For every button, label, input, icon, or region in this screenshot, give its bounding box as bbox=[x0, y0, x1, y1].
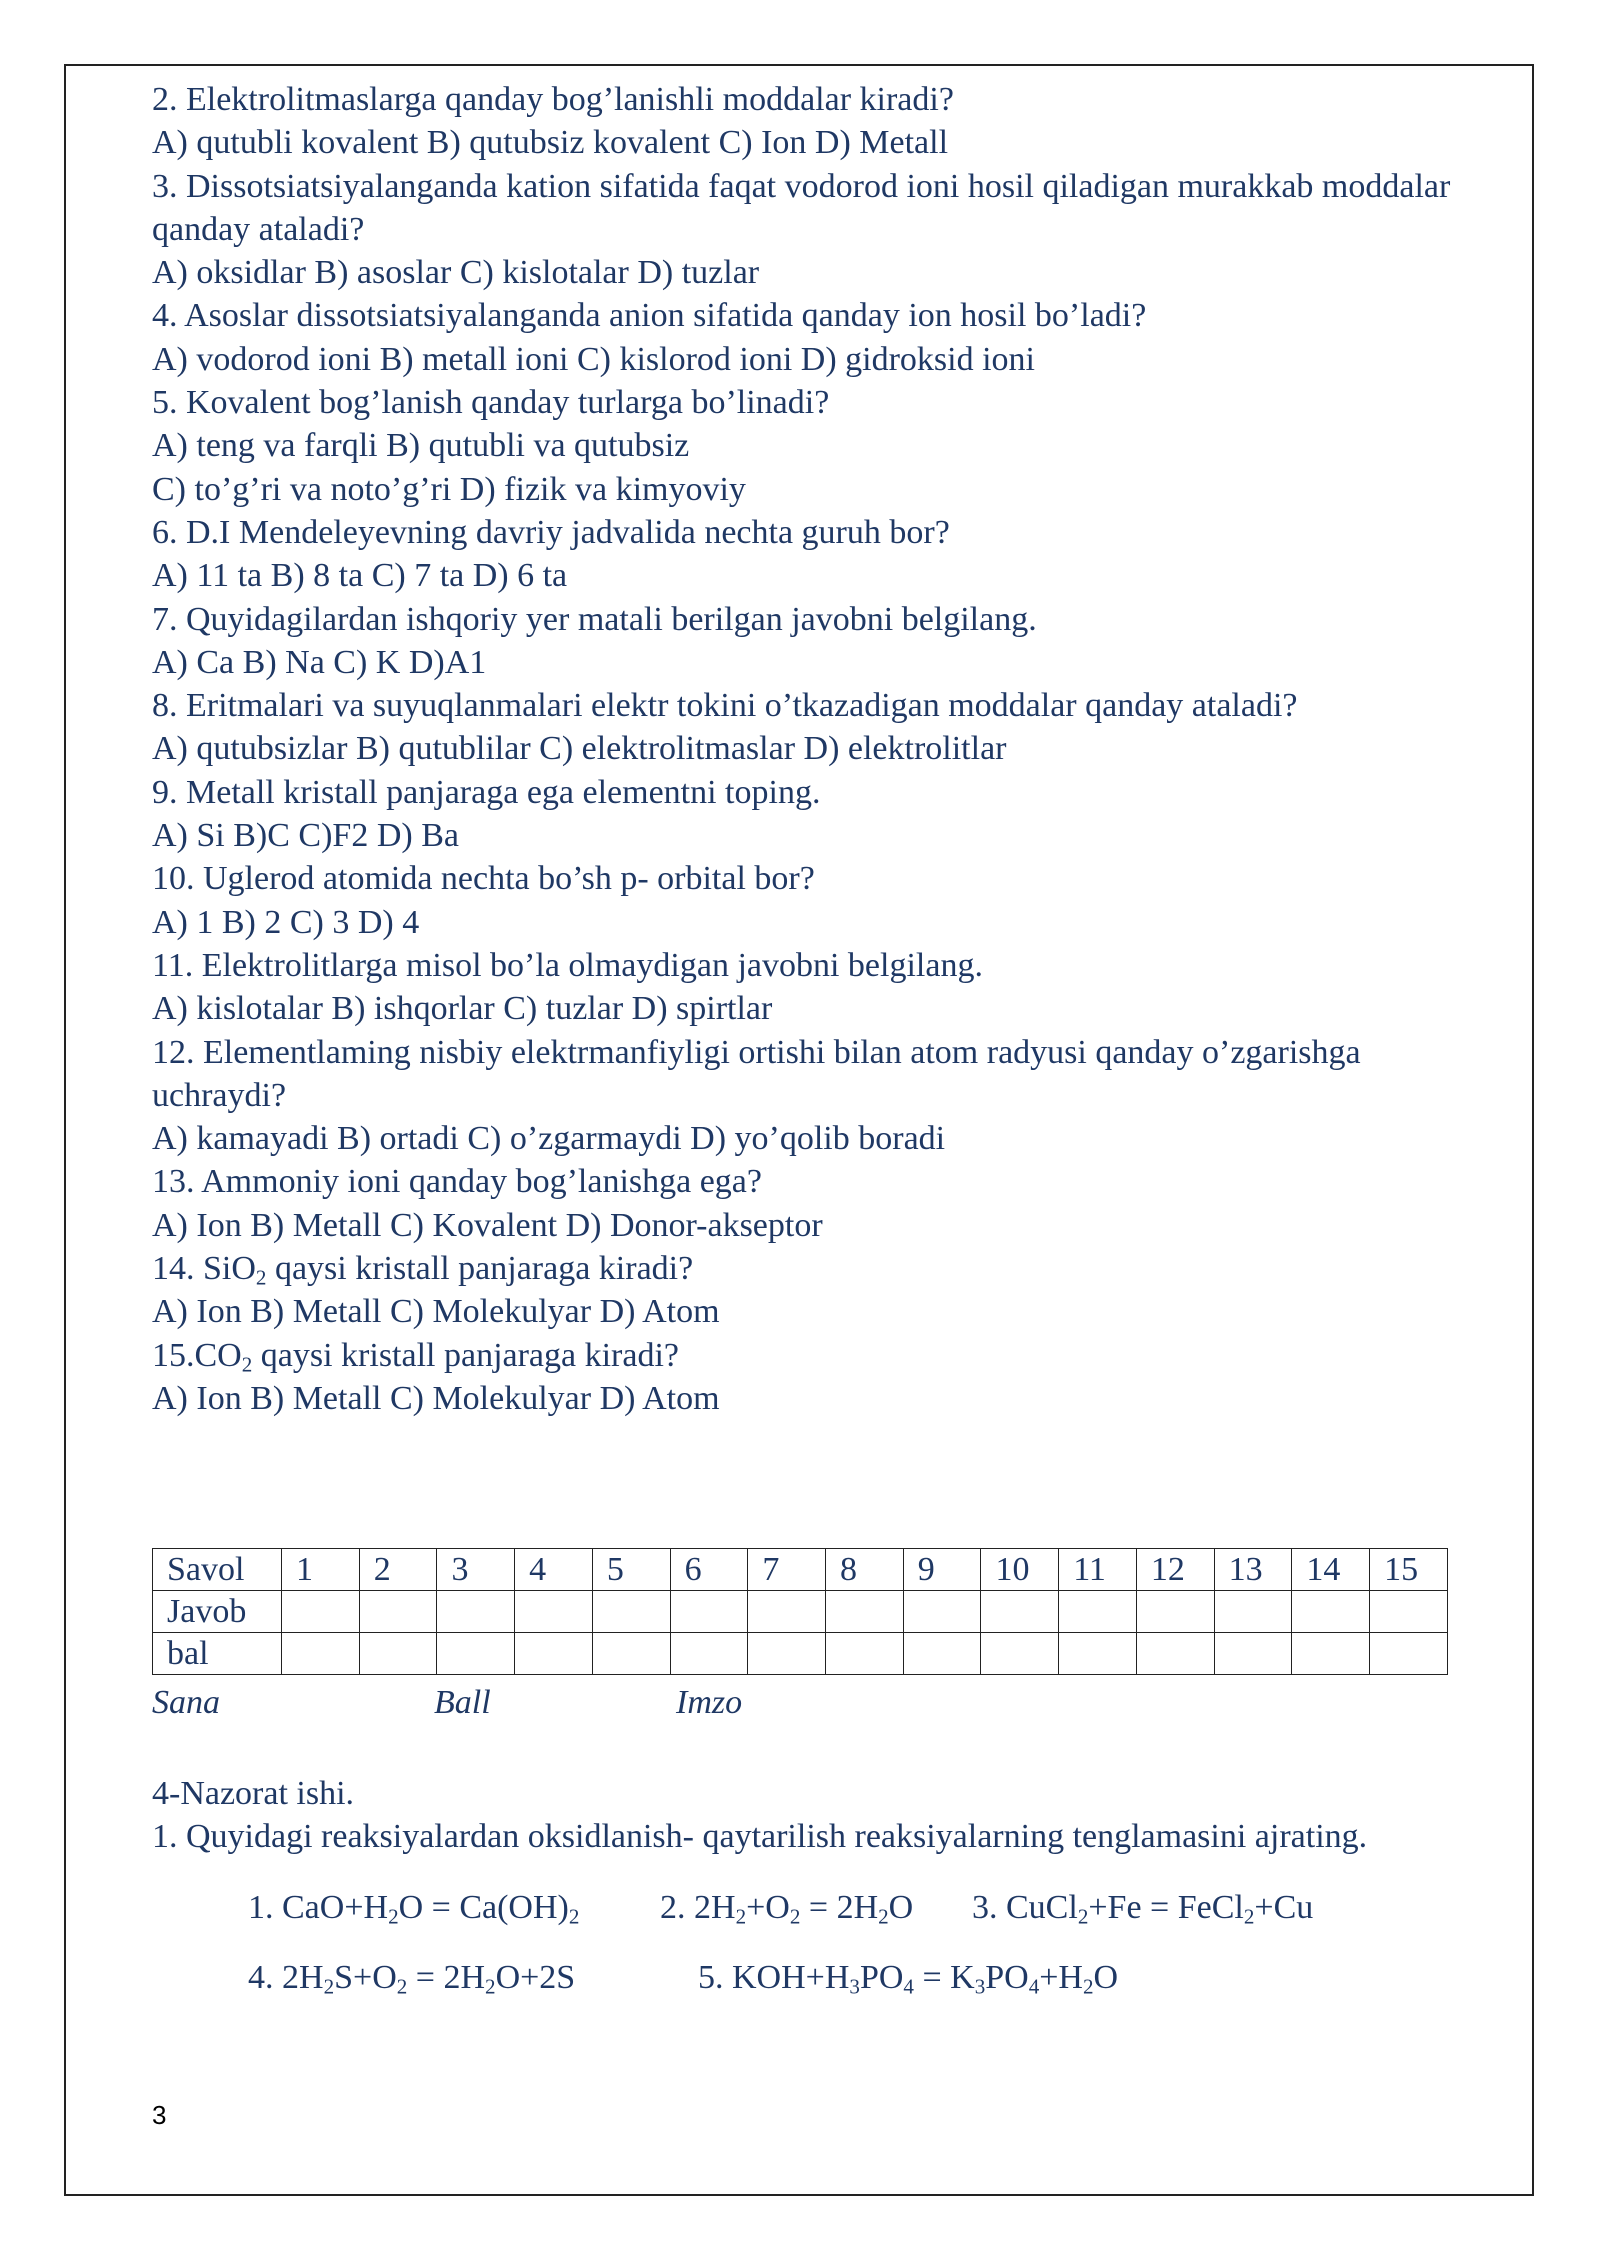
question-suffix: qaysi kristall panjaraga kiradi? bbox=[266, 1250, 694, 1288]
question-text bbox=[152, 1247, 1452, 1290]
answer-options: A) teng va farqli B) qutubli va qutubsiz bbox=[152, 427, 690, 465]
score-cell[interactable] bbox=[1059, 1633, 1137, 1675]
score-cell[interactable] bbox=[981, 1633, 1059, 1675]
question-text: 5. Kovalent bog’lanish qanday turlarga bo’linadi? bbox=[152, 384, 830, 422]
score-cell[interactable] bbox=[282, 1633, 360, 1675]
answer-cell[interactable] bbox=[1370, 1591, 1448, 1633]
question-number-cell: 1 bbox=[282, 1549, 360, 1591]
answer-cell[interactable] bbox=[826, 1591, 904, 1633]
question-prefix: 15.CO bbox=[152, 1336, 242, 1374]
question-number-cell: 3 bbox=[437, 1549, 515, 1591]
answer-cell[interactable] bbox=[592, 1591, 670, 1633]
score-cell[interactable] bbox=[670, 1633, 748, 1675]
question-number-cell: 6 bbox=[670, 1549, 748, 1591]
question-number-cell: 8 bbox=[826, 1549, 904, 1591]
answer-options: A) Ion B) Metall C) Kovalent D) Donor-akseptor bbox=[152, 1206, 823, 1244]
score-cell[interactable] bbox=[1136, 1633, 1214, 1675]
answer-options: A) kislotalar B) ishqorlar C) tuzlar D) spirtlar bbox=[152, 990, 773, 1028]
answer-cell[interactable] bbox=[359, 1591, 437, 1633]
question-text: 10. Uglerod atomida nechta bo’sh p- orbital bor? bbox=[152, 860, 815, 898]
score-label: Ball bbox=[434, 1684, 491, 1721]
score-cell[interactable] bbox=[1370, 1633, 1448, 1675]
row-label: Savol bbox=[153, 1549, 282, 1591]
question-number-cell: 12 bbox=[1136, 1549, 1214, 1591]
answer-options: A) qutubsizlar B) qutublilar C) elektrolitmaslar D) elektrolitlar bbox=[152, 730, 1007, 768]
table-row bbox=[153, 1591, 1448, 1633]
answer-options: A) vodorod ioni B) metall ioni C) kislorod ioni D) gidroksid ioni bbox=[152, 340, 1036, 378]
answer-options: A) qutubli kovalent B) qutubsiz kovalent C) Ion D) Metall bbox=[152, 124, 949, 162]
score-cell[interactable] bbox=[437, 1633, 515, 1675]
answer-table bbox=[152, 1548, 1448, 1675]
question-number-cell: 2 bbox=[359, 1549, 437, 1591]
answer-cell[interactable] bbox=[437, 1591, 515, 1633]
table-row bbox=[153, 1633, 1448, 1675]
score-cell[interactable] bbox=[826, 1633, 904, 1675]
answer-options: A) Ion B) Metall C) Molekulyar D) Atom bbox=[152, 1293, 720, 1331]
answer-cell[interactable] bbox=[1292, 1591, 1370, 1633]
score-cell[interactable] bbox=[903, 1633, 981, 1675]
question-text: 2. Elektrolitmaslarga qanday bog’lanishli moddalar kiradi? bbox=[152, 81, 954, 118]
score-cell[interactable] bbox=[592, 1633, 670, 1675]
answer-cell[interactable] bbox=[981, 1591, 1059, 1633]
answer-cell[interactable] bbox=[670, 1591, 748, 1633]
date-label: Sana bbox=[152, 1684, 220, 1721]
row-label: bal bbox=[153, 1633, 282, 1675]
question-number-cell: 13 bbox=[1214, 1549, 1292, 1591]
question-prefix: 14. SiO bbox=[152, 1250, 256, 1288]
question-number-cell: 14 bbox=[1292, 1549, 1370, 1591]
answer-cell[interactable] bbox=[515, 1591, 593, 1633]
question-text: 13. Ammoniy ioni qanday bog’lanishga ega? bbox=[152, 1163, 762, 1201]
answer-cell[interactable] bbox=[1214, 1591, 1292, 1633]
question-suffix: qaysi kristall panjaraga kiradi? bbox=[252, 1336, 680, 1374]
question-list bbox=[152, 78, 1452, 1420]
question-number-cell: 4 bbox=[515, 1549, 593, 1591]
equation-2: 2. $2H_2+O_2 = 2H_2O$ bbox=[660, 1888, 914, 1928]
question-number-cell: 11 bbox=[1059, 1549, 1137, 1591]
question-text bbox=[152, 1334, 1452, 1377]
answer-options: A) oksidlar B) asoslar C) kislotalar D) tuzlar bbox=[152, 254, 760, 292]
formula-subscript: 2 bbox=[241, 1351, 253, 1376]
answer-cell[interactable] bbox=[282, 1591, 360, 1633]
question-text: 6. D.I Mendeleyevning davriy jadvalida nechta guruh bor? bbox=[152, 513, 950, 551]
task-text: 1. Quyidagi reaksiyalardan oksidlanish- qaytarilish reaksiyalarning tenglamasini ajrating. bbox=[152, 1818, 1368, 1856]
question-text: 11. Elektrolitlarga misol bo’la olmaydigan javobni belgilang. bbox=[152, 946, 983, 984]
formula-subscript: 2 bbox=[255, 1265, 267, 1290]
row-label: Javob bbox=[153, 1591, 282, 1633]
answer-cell[interactable] bbox=[1059, 1591, 1137, 1633]
control-work-section bbox=[152, 1772, 1420, 2059]
score-cell[interactable] bbox=[1214, 1633, 1292, 1675]
equations bbox=[152, 1859, 1420, 2059]
answer-options: A) Si B)C C)F2 D) Ba bbox=[152, 817, 459, 855]
question-number-cell: 7 bbox=[748, 1549, 826, 1591]
question-text: 3. Dissotsiatsiyalanganda kation sifatida faqat vodorod ioni hosil qiladigan murakkab moddalar qanday ataladi? bbox=[152, 167, 1451, 248]
question-number-cell: 15 bbox=[1370, 1549, 1448, 1591]
question-number-cell: 10 bbox=[981, 1549, 1059, 1591]
sign-label: Imzo bbox=[676, 1684, 743, 1721]
equation-5: 5. $KOH+H_3PO_4 = K_3PO_4+H_2O$ bbox=[698, 1958, 1119, 1998]
answer-options: A) Ca B) Na C) K D)A1 bbox=[152, 643, 487, 681]
answer-cell[interactable] bbox=[903, 1591, 981, 1633]
answer-options: A) kamayadi B) ortadi C) o’zgarmaydi D) yo’qolib boradi bbox=[152, 1120, 946, 1158]
answer-options: A) 11 ta B) 8 ta C) 7 ta D) 6 ta bbox=[152, 557, 568, 595]
answer-options: C) to’g’ri va noto’g’ri D) fizik va kimyoviy bbox=[152, 470, 746, 508]
question-number-cell: 5 bbox=[592, 1549, 670, 1591]
score-cell[interactable] bbox=[1292, 1633, 1370, 1675]
question-text: 9. Metall kristall panjaraga ega elementni toping. bbox=[152, 773, 821, 811]
section-title: 4-Nazorat ishi. bbox=[152, 1775, 355, 1812]
equation-3: 3. CuCl$_2$+Fe = FeCl$_2$+Cu bbox=[972, 1888, 1314, 1928]
answer-options: A) 1 B) 2 C) 3 D) 4 bbox=[152, 903, 420, 941]
table-row bbox=[153, 1549, 1448, 1591]
answer-options: A) Ion B) Metall C) Molekulyar D) Atom bbox=[152, 1379, 720, 1417]
answer-cell[interactable] bbox=[748, 1591, 826, 1633]
score-cell[interactable] bbox=[515, 1633, 593, 1675]
question-text: 8. Eritmalari va suyuqlanmalari elektr tokini o’tkazadigan moddalar qanday ataladi? bbox=[152, 687, 1298, 725]
equation-4: 4. $2H_2S+O_2 = 2H_2O+2S$ bbox=[248, 1958, 576, 1998]
question-text: 7. Quyidagilardan ishqoriy yer matali berilgan javobni belgilang. bbox=[152, 600, 1037, 638]
page-number: 3 bbox=[152, 2100, 167, 2130]
score-cell[interactable] bbox=[748, 1633, 826, 1675]
equation-1: 1. $CaO+H_2O = Ca(OH)_2$ bbox=[248, 1888, 580, 1928]
score-cell[interactable] bbox=[359, 1633, 437, 1675]
answer-cell[interactable] bbox=[1136, 1591, 1214, 1633]
question-text: 4. Asoslar dissotsiatsiyalanganda anion sifatida qanday ion hosil bo’ladi? bbox=[152, 297, 1147, 335]
question-text: 12. Elementlaming nisbiy elektrmanfiyligi ortishi bilan atom radyusi qanday o’zgarishga uchraydi? bbox=[152, 1033, 1361, 1114]
question-number-cell: 9 bbox=[903, 1549, 981, 1591]
